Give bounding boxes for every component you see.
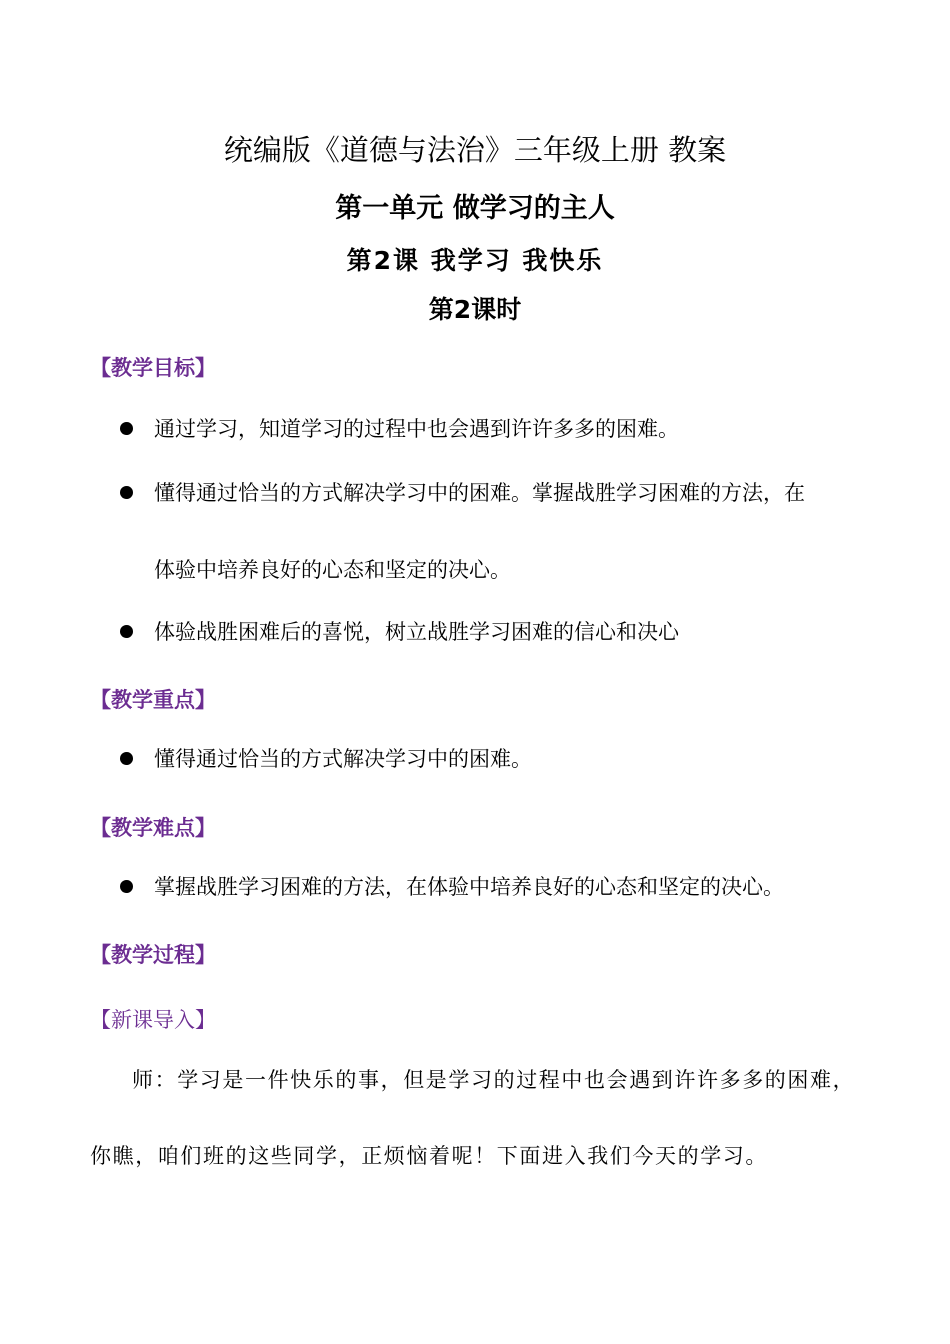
list-item-continuation: 体验中培养良好的心态和坚定的决心。	[154, 558, 511, 582]
intro-paragraph-line-1: 师：学习是一件快乐的事，但是学习的过程中也会遇到许许多多的困难，	[132, 1068, 856, 1092]
subsection-heading-intro: 【新课导入】	[90, 1008, 216, 1032]
period-title: 第2课时	[428, 295, 522, 324]
list-item-text: 懂得通过恰当的方式解决学习中的困难。掌握战胜学习困难的方法，在	[154, 481, 805, 505]
section-heading-key-points: 【教学重点】	[90, 688, 216, 712]
section-heading-difficulties: 【教学难点】	[90, 816, 216, 840]
section-heading-goals: 【教学目标】	[90, 356, 216, 380]
section-heading-process: 【教学过程】	[90, 943, 216, 967]
bullet-icon	[120, 486, 133, 499]
list-item-text: 掌握战胜学习困难的方法，在体验中培养良好的心态和坚定的决心。	[154, 875, 784, 899]
unit-title: 第一单元 做学习的主人	[335, 193, 615, 224]
bullet-icon	[120, 422, 133, 435]
lesson-title: 第2课 我学习 我快乐	[346, 246, 604, 275]
bullet-icon	[120, 625, 133, 638]
intro-paragraph-line-2: 你瞧，咱们班的这些同学，正烦恼着呢！下面进入我们今天的学习。	[90, 1144, 768, 1168]
bullet-icon	[120, 752, 133, 765]
list-item-text: 懂得通过恰当的方式解决学习中的困难。	[154, 747, 532, 771]
bullet-icon	[120, 880, 133, 893]
list-item-text: 体验战胜困难后的喜悦，树立战胜学习困难的信心和决心	[154, 620, 679, 644]
document-title: 统编版《道德与法治》三年级上册 教案	[223, 133, 727, 167]
list-item-text: 通过学习，知道学习的过程中也会遇到许许多多的困难。	[154, 417, 679, 441]
